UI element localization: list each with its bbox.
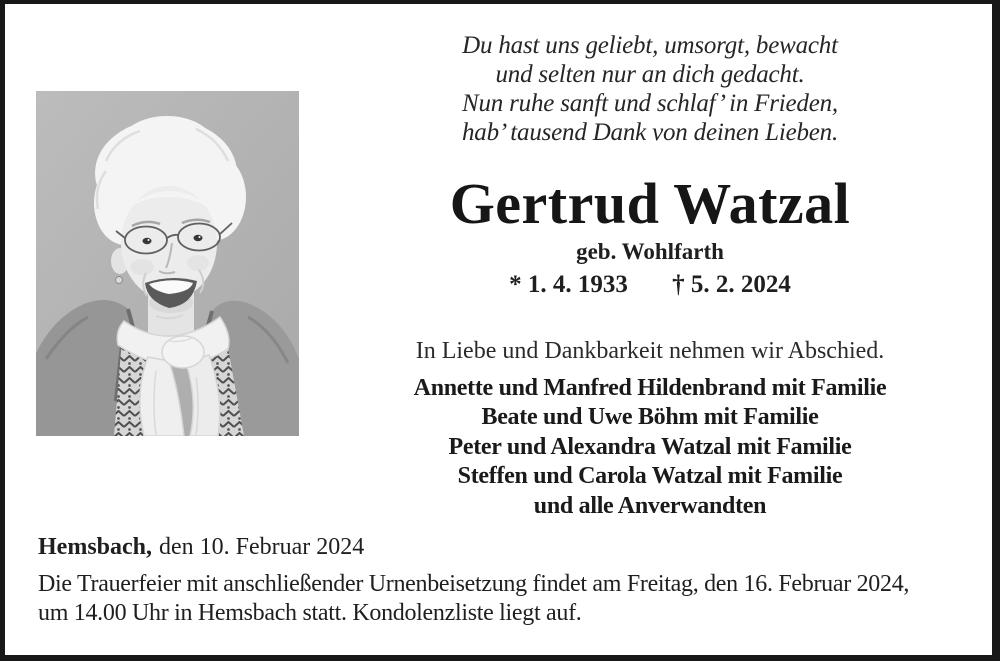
portrait-photo xyxy=(36,91,299,436)
maiden-name: geb. Wohlfarth xyxy=(576,239,724,264)
place-name: Hemsbach, xyxy=(38,534,152,560)
mourner-line: Annette und Manfred Hildenbrand mit Familie xyxy=(413,375,887,401)
death-date: † 5. 2. 2024 xyxy=(672,271,791,298)
poem xyxy=(320,31,980,147)
deceased-name: Gertrud Watzal xyxy=(449,171,851,236)
funeral-line: um 14.00 Uhr in Hemsbach statt. Kondolenzliste liegt auf. xyxy=(38,600,582,626)
notice-date: den 10. Februar 2024 xyxy=(159,534,365,560)
mourner-line: Beate und Uwe Böhm mit Familie xyxy=(481,404,819,431)
mourner-line: Peter und Alexandra Watzal mit Familie xyxy=(448,433,852,460)
poem-line: Du hast uns geliebt, umsorgt, bewacht xyxy=(462,32,838,59)
mourner-line: Steffen und Carola Watzal mit Familie xyxy=(457,463,843,490)
mourner-line: und alle Anverwandten xyxy=(533,492,767,519)
poem-line: hab’ tausend Dank von deinen Lieben. xyxy=(461,119,839,146)
farewell-line: In Liebe und Dankbarkeit nehmen wir Abschied. xyxy=(415,338,885,364)
birth-date: * 1. 4. 1933 xyxy=(509,271,628,298)
mourners-list xyxy=(320,374,980,521)
funeral-info xyxy=(38,570,909,628)
funeral-line: Die Trauerfeier mit anschließender Urnenbeisetzung findet am Freitag, den 16. Februar 2024, xyxy=(38,571,910,597)
poem-line: und selten nur an dich gedacht. xyxy=(495,61,805,88)
notice-text-column xyxy=(320,0,980,661)
life-dates xyxy=(320,272,980,297)
place-date-line xyxy=(38,533,364,562)
poem-line: Nun ruhe sanft und schlaf’ in Frieden, xyxy=(462,90,838,117)
